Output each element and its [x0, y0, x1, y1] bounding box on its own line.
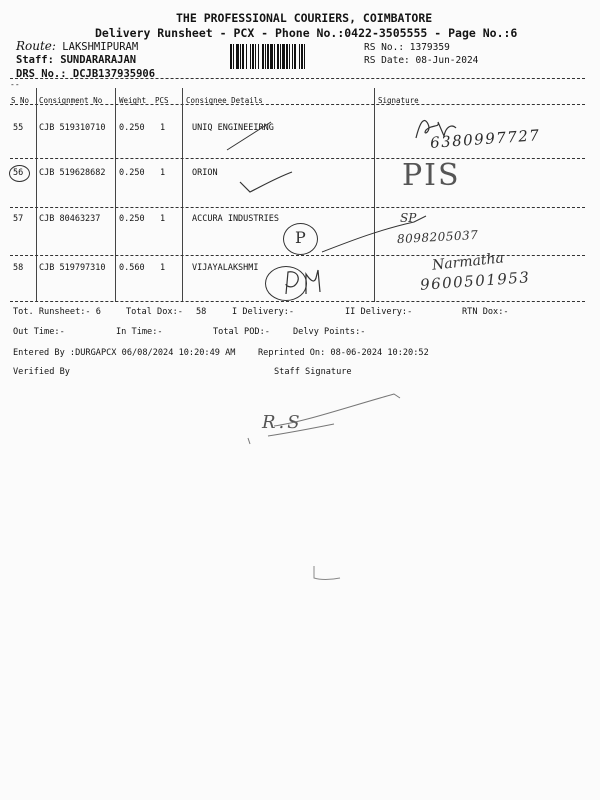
verified-by: Verified By — [13, 367, 70, 377]
row-sno: 57 — [13, 214, 24, 224]
entered-by: Entered By :DURGAPCX 06/08/2024 10:20:49 AM — [13, 348, 236, 358]
rule-mark: -- — [10, 80, 20, 89]
row-pcs: 1 — [160, 214, 166, 224]
row57-phone: 8098205037 — [396, 227, 479, 247]
col-header-consignee: Consignee Details — [186, 96, 263, 105]
in-time: In Time:- — [116, 327, 163, 337]
total-dox-label: Total Dox:- — [126, 307, 183, 317]
ii-delivery: II Delivery:- — [345, 307, 413, 317]
col-divider — [374, 88, 375, 302]
row-consignment: CJB 80463237 — [39, 214, 101, 224]
row-sno: 56 — [13, 168, 24, 178]
row-pcs: 1 — [160, 168, 166, 178]
row-consignee: ORION — [192, 168, 218, 178]
row-weight: 0.560 — [119, 263, 145, 273]
total-dox-value: 58 — [196, 307, 207, 317]
rs-date: RS Date: 08-Jun-2024 — [364, 55, 479, 66]
col-header-sno: S No — [11, 96, 30, 105]
document-title: THE PROFESSIONAL COURIERS, COIMBATORE — [176, 11, 433, 25]
staff-line: Staff: SUNDARARAJAN — [16, 54, 137, 66]
staff-signature-text: R.S — [262, 412, 303, 433]
tot-runsheet: Tot. Runsheet:- 6 — [13, 307, 101, 317]
row-weight: 0.250 — [119, 214, 145, 224]
row56-signature: PIS — [402, 158, 461, 193]
row-pcs: 1 — [160, 123, 166, 133]
row-consignment: CJB 519310710 — [39, 123, 106, 133]
drs-number: DRS No.: DCJB137935906 — [16, 68, 156, 80]
row55-phone: 6380997727 — [429, 126, 541, 152]
row58-phone: 9600501953 — [419, 268, 531, 294]
row-pcs: 1 — [160, 263, 166, 273]
stray-mark — [306, 562, 346, 586]
col-divider — [182, 88, 183, 302]
tick-mark — [225, 118, 275, 154]
row-rule — [10, 207, 585, 208]
row-rule — [10, 301, 585, 302]
row-consignee: VIJAYALAKSHMI — [192, 263, 259, 273]
col-header-weight: Weight — [119, 96, 147, 105]
staff-signature-label: Staff Signature — [274, 367, 352, 377]
col-header-consignment: Consignment No — [39, 96, 103, 105]
rs-number: RS No.: 1379359 — [364, 42, 450, 53]
staff-signature — [244, 388, 424, 448]
reprinted-on: Reprinted On: 08-06-2024 10:20:52 — [258, 348, 429, 358]
row57-signature: SP — [400, 211, 417, 225]
row-consignee: ACCURA INDUSTRIES — [192, 214, 279, 224]
out-time: Out Time:- — [13, 327, 65, 337]
row-consignee: UNIQ ENGINEEIRNG — [192, 123, 274, 133]
col-divider — [36, 88, 37, 302]
row58-initial — [270, 262, 332, 302]
route-value: LAKSHMIPURAM — [62, 41, 139, 53]
row-sno: 58 — [13, 263, 24, 273]
row-consignment: CJB 519628682 — [39, 168, 106, 178]
route-line — [16, 39, 138, 53]
tick-mark — [236, 168, 296, 198]
row-consignment: CJB 519797310 — [39, 263, 106, 273]
top-rule — [10, 78, 585, 79]
i-delivery: I Delivery:- — [232, 307, 295, 317]
row-rule — [10, 158, 585, 159]
route-label: Route: — [16, 39, 56, 53]
row57-initial: P — [295, 228, 306, 247]
runsheet-subtitle: Delivery Runsheet - PCX - Phone No.:0422-3505555 - Page No.:6 — [95, 26, 518, 40]
row-weight: 0.250 — [119, 168, 145, 178]
total-pod: Total POD:- — [213, 327, 270, 337]
row-sno: 55 — [13, 123, 24, 133]
row58-signature: Narmatha — [431, 250, 505, 274]
row-weight: 0.250 — [119, 123, 145, 133]
col-header-pcs: PCS — [155, 96, 169, 105]
rtn-dox: RTN Dox:- — [462, 307, 509, 317]
barcode — [230, 44, 354, 69]
delvy-points: Delvy Points:- — [293, 327, 366, 337]
col-divider — [115, 88, 116, 302]
col-header-signature: Signature — [378, 96, 419, 105]
